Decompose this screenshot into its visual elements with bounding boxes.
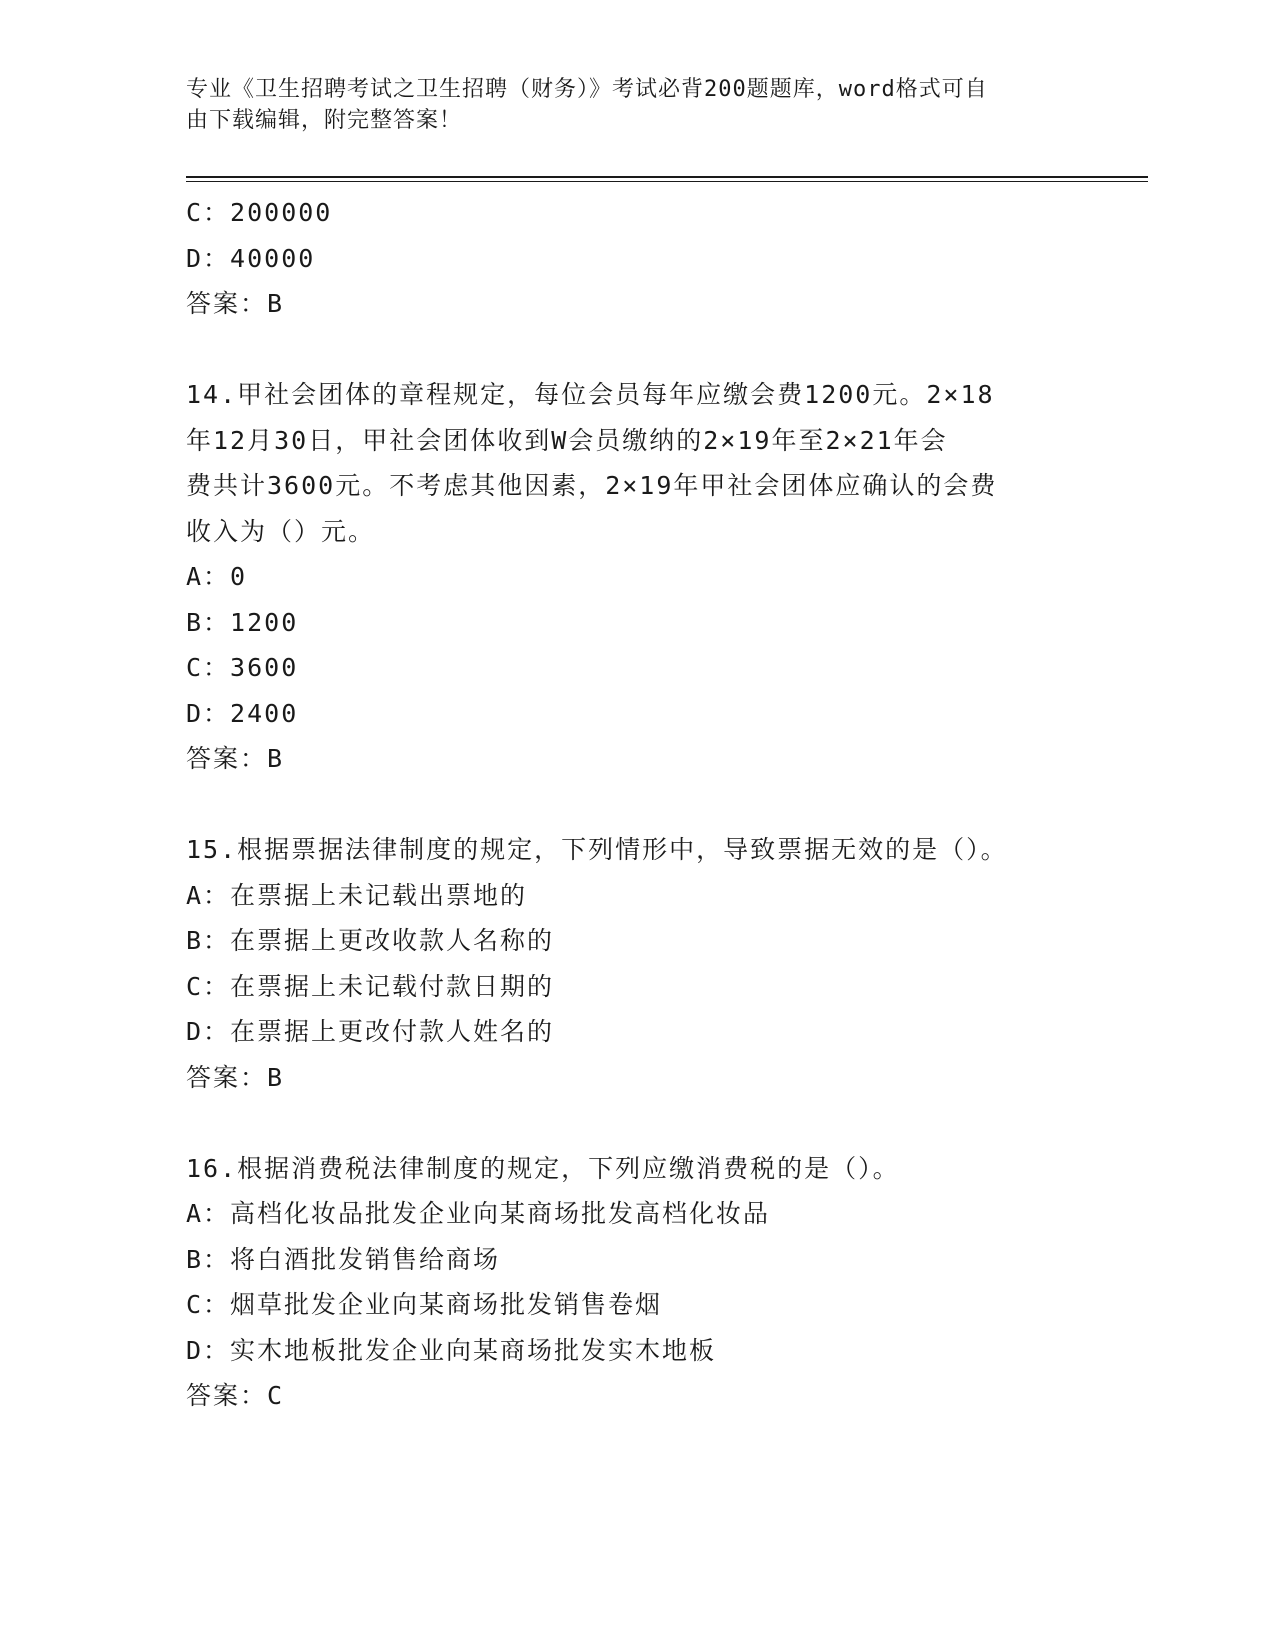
question-stem-line: 收入为（）元。 (186, 516, 376, 546)
option-c: C：3600 (186, 653, 299, 682)
spacer (186, 327, 1066, 373)
spacer (186, 782, 1066, 828)
option-a: A：在票据上未记载出票地的 (186, 880, 528, 910)
spacer (186, 1100, 1066, 1146)
question-16 (186, 1146, 1066, 1419)
question-stem-line: 15.根据票据法律制度的规定，下列情形中，导致票据无效的是（）。 (186, 835, 1008, 864)
answer-line: 答案：B (186, 744, 285, 773)
option-a: A：高档化妆品批发企业向某商场批发高档化妆品 (186, 1199, 771, 1228)
question-stem-line: 费共计3600元。不考虑其他因素，2×19年甲社会团体应确认的会费 (186, 471, 998, 500)
document-header (186, 74, 1066, 136)
option-a: A：0 (186, 562, 248, 591)
option-d: D：40000 (186, 243, 316, 273)
header-divider-thin (186, 181, 1148, 182)
option-c: C：在票据上未记载付款日期的 (186, 971, 555, 1001)
question-15 (186, 827, 1066, 1100)
question-14 (186, 372, 1066, 782)
option-b: B：将白酒批发销售给商场 (186, 1244, 501, 1274)
answer-line: 答案：B (186, 1062, 285, 1092)
option-d: D：实木地板批发企业向某商场批发实木地板 (186, 1335, 717, 1365)
option-b: B：在票据上更改收款人名称的 (186, 926, 555, 955)
answer-line: 答案：C (186, 1381, 285, 1410)
header-line-1: 专业《卫生招聘考试之卫生招聘（财务）》考试必背200题题库，word格式可自 (186, 77, 988, 102)
option-c: C：烟草批发企业向某商场批发销售卷烟 (186, 1290, 663, 1319)
option-d: D：在票据上更改付款人姓名的 (186, 1017, 555, 1046)
previous-question-tail (186, 190, 1066, 327)
option-d: D：2400 (186, 698, 299, 728)
question-list (186, 190, 1066, 1419)
option-c: C：200000 (186, 198, 333, 227)
question-stem-line: 年12月30日，甲社会团体收到W会员缴纳的2×19年至2×21年会 (186, 425, 948, 455)
question-stem-line: 14.甲社会团体的章程规定，每位会员每年应缴会费1200元。2×18 (186, 380, 995, 409)
header-line-2: 由下载编辑，附完整答案！ (186, 108, 463, 133)
question-stem-line: 16.根据消费税法律制度的规定，下列应缴消费税的是（）。 (186, 1153, 900, 1183)
header-divider-thick (186, 176, 1148, 178)
option-b: B：1200 (186, 607, 299, 637)
answer-line: 答案：B (186, 289, 285, 318)
